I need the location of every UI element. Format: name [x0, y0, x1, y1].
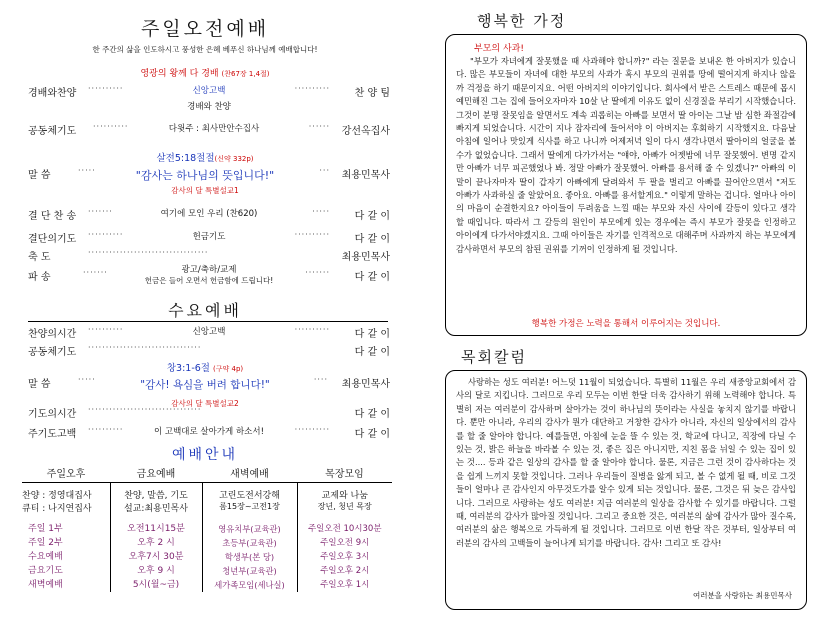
column-sign: 여러분을 사랑하는 최용민목사 — [693, 591, 792, 600]
sermon-ref: 창3:1-6절 — [166, 363, 210, 374]
row-label: 축 도 — [28, 252, 51, 263]
wednesday-row — [28, 425, 390, 441]
time-line: 주일오후 1시 — [320, 580, 370, 590]
dots: ······· — [88, 207, 113, 216]
row-label: 경배와찬양 — [28, 88, 77, 99]
col-header: 새벽예배 — [202, 463, 297, 483]
row-leader: 다 같 이 — [354, 429, 390, 440]
dots: ································ — [88, 405, 202, 414]
wednesday-row — [28, 343, 390, 359]
row-content: 경배와 찬양 — [187, 102, 231, 112]
row-content: 광고/축하/교제 — [181, 265, 237, 275]
dots: ······· — [305, 268, 330, 277]
time-line: 오전11시15분 — [127, 524, 185, 534]
dots: ··· — [319, 166, 330, 175]
column-box — [445, 370, 807, 610]
right-page — [435, 0, 819, 624]
row-leader: 다 같 이 — [354, 234, 390, 245]
wednesday-row — [28, 325, 390, 341]
time-line: 주일오전 9시 — [320, 538, 370, 548]
dots: ·········· — [294, 325, 330, 334]
desc-line: 찬양 : 정영대집사 — [22, 491, 92, 501]
time-cell — [202, 514, 297, 592]
sunday-subtitle: 한 주간의 삶을 인도하시고 풍성한 은혜 베푸신 하나님께 예배합니다! — [92, 45, 318, 54]
column-title: 목회칼럼 — [461, 348, 527, 366]
time-line: 청년부(교육관) — [222, 566, 277, 576]
row-content: 여기에 모인 우리 (찬620) — [160, 209, 258, 219]
sunday-row — [28, 248, 390, 264]
opening-hymn — [0, 66, 410, 79]
row-leader: 다 같 이 — [354, 409, 390, 420]
row-label: 말 씀 — [28, 170, 51, 181]
dots: ································ — [88, 343, 202, 352]
opening-title: 영광의 왕께 다 경배 — [140, 69, 219, 79]
desc-line: 교제와 나눔 — [321, 491, 368, 501]
dots: ······ — [308, 122, 330, 131]
row-label: 파 송 — [28, 272, 51, 283]
time-line: 주일오후 2시 — [320, 566, 370, 576]
family-box — [445, 34, 807, 336]
family-title: 행복한 가정 — [477, 12, 567, 30]
desc-line: 설교:최용민목사 — [124, 504, 188, 514]
desc-cell — [297, 483, 392, 515]
family-box-title: 부모의 사과! — [474, 44, 524, 54]
sunday-row — [28, 230, 390, 246]
family-closing: 행복한 가정은 노력을 통해서 이루어지는 것입니다. — [531, 319, 721, 329]
time-cell — [297, 514, 392, 592]
row-leader: 최용민목사 — [341, 379, 390, 390]
sunday-row — [28, 207, 390, 223]
col-header: 금요예배 — [110, 463, 202, 483]
desc-line: 장년, 청년 목장 — [317, 502, 372, 511]
time-line: 5시(월~금) — [132, 580, 180, 590]
desc-cell — [110, 483, 202, 515]
col-header: 목장모임 — [297, 463, 392, 483]
dots: ·········· — [88, 84, 124, 93]
time-line: 학생부(본 당) — [224, 552, 275, 562]
sermon-ref: 살전5:18절절 — [156, 153, 215, 164]
time-cell — [110, 514, 202, 592]
time-line: 오후 9 시 — [137, 566, 175, 576]
time-cell — [22, 514, 110, 592]
time-line: 오후 2 시 — [137, 538, 175, 548]
dots: ·········· — [88, 325, 124, 334]
sermon-hymn: (구약 4p) — [213, 365, 244, 373]
sermon-title: "감사! 욕심을 버려 합니다!" — [140, 379, 270, 391]
dots: ·········· — [294, 84, 330, 93]
desc-line: 고린도전서강해 — [219, 491, 280, 501]
time-line: 주일오후 3시 — [320, 552, 370, 562]
wednesday-title: 수요예배 — [168, 301, 242, 320]
sunday-row — [28, 100, 390, 116]
desc-cell — [202, 483, 297, 515]
dots: ·································· — [88, 248, 209, 257]
dots: ·········· — [88, 425, 124, 434]
row-label: 공동체기도 — [28, 126, 77, 137]
row-label: 말 씀 — [28, 379, 51, 390]
sunday-title: 주일오전예배 — [140, 18, 270, 40]
time-line: 오후7시 30분 — [128, 552, 184, 562]
desc-line: 롬15장~고전1장 — [219, 502, 280, 511]
sermon-note: 감사의 달 특별설교1 — [171, 186, 239, 195]
time-line: 영유치부(교육관) — [218, 524, 281, 534]
row-leader: 다 같 이 — [354, 347, 390, 358]
row-leader: 최용민목사 — [341, 170, 390, 181]
row-leader: 다 같 이 — [354, 329, 390, 340]
dots: ·········· — [88, 230, 124, 239]
row-leader: 다 같 이 — [354, 211, 390, 222]
sunday-row — [28, 84, 390, 100]
sermon-hymn: (신약 332p) — [214, 155, 254, 163]
row-label: 주기도고백 — [28, 429, 77, 440]
time-line: 초등부(교육관) — [222, 538, 277, 548]
time-line: 주일 1부 — [28, 524, 63, 534]
dots: ····· — [78, 375, 96, 384]
wednesday-row — [28, 405, 390, 421]
row-content: 이 고백대로 살아가게 하소서! — [153, 427, 265, 437]
time-line: 주일오전 10시30분 — [307, 524, 382, 534]
dots: ······· — [83, 268, 108, 277]
row-content: 다윗주 : 최사만안수집사 — [168, 124, 260, 134]
sunday-row — [28, 166, 390, 182]
dots: ·········· — [294, 425, 330, 434]
col-header: 주일오후 — [22, 463, 110, 483]
row-content: 신앙고백 — [192, 86, 226, 96]
offering-note: 헌금은 들어 오면서 헌금함에 드립니다! — [144, 276, 274, 285]
dots: ····· — [312, 207, 330, 216]
row-content: 헌금기도 — [192, 232, 226, 242]
desc-cell — [22, 483, 110, 515]
row-label: 기도의시간 — [28, 409, 77, 420]
dots: ·········· — [93, 122, 129, 131]
row-leader: 강선옥집사 — [341, 126, 390, 137]
sunday-row — [28, 265, 390, 285]
sunday-row — [28, 122, 390, 138]
divider — [28, 321, 388, 322]
sermon-note: 감사의 달 특별설교2 — [171, 399, 239, 408]
opening-hymn-ref: (찬67장 1,4절) — [221, 70, 270, 78]
family-body: "부모가 자녀에게 잘못했을 때 사과해야 합니까?" 라는 질문을 보내온 한 아버지가 있습니다. 많은 부모들이 자녀에 대한 부모의 사과가 혹시 부모의 권위를 땅에 떨어지게 하지나 않을까 걱정을 하기 때문이지요. 어떤 아버지의 이야기입니다. 회사에서 받은 스트레스 때문에 몹시 예민해진 그는 집에 들어오자마자 10살 난 딸에게 이유도 없이 신경질을 부리기 시작했습니다. 그것이 분명 잘못임을 알면서도 계속 괴롭히는 아빠를 보면서 딸 아이는 그날 밤 심한 좌절감에 빠지게 되었습니다. 시간이 지나 잠자리에 들어서야 이 아버지는 후회하기 시작했지요. 다음날 아침에 일어나 맛있게 식사를 하고 나니까 어제저녁 일이 다시 생각나면서 딸아이의 얼굴을 볼 수가 없었습니다. 그래서 딸에게 다가가서는 "얘야, 아빠가 어젯밤에 너무 잘못했어. 변명 같지만 아빠가 너무 피곤했었나 봐. 정말 아빠가 잘못했어. 아빠를 용서해 줄 수 있겠니?" 아빠의 이 말이 끝나자마자 딸이 갑자기 아빠에게 달려와서 두 팔을 벌리고 아빠를 끌어안으면서 "저도 아빠가 사과하실 줄 알았어요. 좋아요. 아빠를 용서할게요." 이렇게 말하는 겁니다. 얼마나 아이의 마음이 순결한지요? 아이들이 두려움을 느낄 때는 부모와 자신 사이에 갈등이 있다고 생각할 때입니다. 따라서 그 갈등의 원인이 부모에게 있는 경우에는 즉시 부모가 잘못을 인정하고 아이에게 다가서야겠지요. 그때 아이들은 자기를 인격적으로 대해주며 사과까지 하는 부모에게 감사하면서 부모의 참된 권위를 기꺼이 인정하게 될 것입니다. — [456, 56, 796, 254]
guide-title: 예배안내 — [171, 447, 239, 463]
dots: ·········· — [294, 230, 330, 239]
row-content: 신앙고백 — [192, 327, 226, 337]
time-line: 금요기도 — [28, 566, 63, 576]
dots: ····· — [78, 166, 96, 175]
time-line: 주일 2부 — [28, 538, 63, 548]
sermon-title: "감사는 하나님의 뜻입니다!" — [135, 169, 275, 182]
desc-line: 찬양, 말씀, 기도 — [124, 491, 188, 501]
row-leader: 최용민목사 — [341, 252, 390, 263]
time-line: 새벽예배 — [28, 580, 63, 590]
time-line: 세가족모임(세나실) — [214, 580, 285, 590]
row-label: 결 단 찬 송 — [28, 211, 77, 222]
schedule-table — [22, 463, 392, 592]
dots: ···· — [313, 375, 328, 384]
wednesday-row — [28, 375, 390, 391]
row-leader: 찬 양 팀 — [354, 88, 390, 99]
row-label: 결단의기도 — [28, 234, 77, 245]
row-leader: 다 같 이 — [354, 272, 390, 283]
column-body: 사랑하는 성도 여러분! 어느덧 11월이 되었습니다. 특별히 11월은 우리 새중앙교회에서 감사의 달로 지킵니다. 그러므로 우리 모두는 이번 한달 더욱 감사하기 위해 노력해야 합니다. 특별히 저는 여러분이 감사하며 살아가는 것이 하나님의 뜻이라는 사실을 놓치지 않기를 바랍니다. 뿐만 아니라, 우리의 감사가 뭔가 대단하고 거창한 감사가 아니라, 자신의 일상에서의 감사를 할 줄 알아야 합니다. 예를들면, 아침에 눈을 뜰 수 있는 것, 학교에 다니고, 직장에 다닐 수 있는 것, 밝은 하늘을 바라볼 수 있는 것, 좋은 집은 아니지만, 지친 몸을 뉘일 수 있는 집이 있는 것.... 등과 같은 일상의 감사를 할 줄 알아야 합니다. 물론, 지금은 그런 것이 감사하다는 것을 쉽게 느끼지 못할 것입니다. 그러나 우리들이 질병을 앓게 되고, 볼 수 없게 될 때, 비로 그것들이 얼마나 큰 감사인지 아무것도가를 알수 있게 되는 것입니다. 물론, 그것은 뒤 늦은 감사입니다. 그러므로 사랑하는 성도 여러분! 지금 여러분의 일상을 감사할 수 있기를 바랍니다. 그럴 때, 여러분의 감사가 많아질 것입니다. 그리고 중요한 것은, 여러분의 삶에 감사가 많아 질수록, 여러분의 삶은 행복으로 가득하게 될 것입니다. 그러므로 이번 한달 작은 것부터, 일상부터 여러분의 감사의 고백들이 늘어나게 되기를 바랍니다. 감사! 그리고 또 감사! — [456, 377, 796, 548]
row-label: 공동체기도 — [28, 347, 77, 358]
desc-line: 큐티 : 나지연집사 — [22, 504, 92, 514]
time-line: 수요예배 — [28, 552, 63, 562]
row-label: 찬양의시간 — [28, 329, 77, 340]
